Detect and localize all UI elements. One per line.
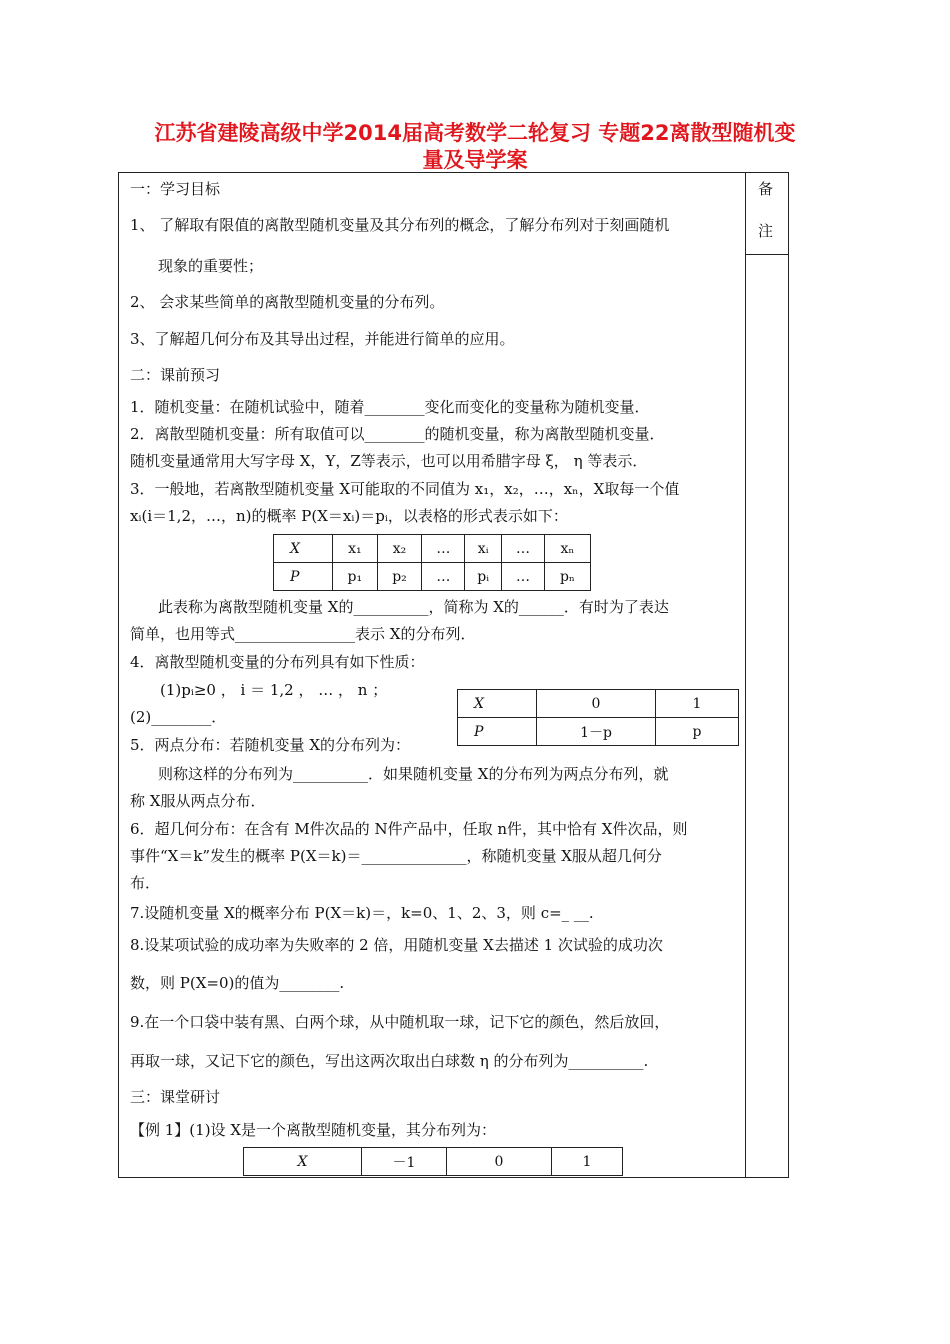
table-cell: … (501, 563, 544, 591)
example-1: 【例 1】(1)设 X是一个离散型随机变量，其分布列为： (130, 1121, 497, 1139)
preview-item-5-continued: 则称这样的分布列为__________．如果随机变量 X的分布列为两点分布列，就 (158, 765, 669, 783)
property-1: (1)pᵢ≥0 ， i ＝ 1,2 ， … ， n ； (160, 681, 388, 699)
table-cell: 1－p (537, 718, 656, 746)
table-cell: pₙ (544, 563, 590, 591)
table-cell: P (458, 718, 537, 746)
table-cell: X (244, 1148, 362, 1176)
table-cell: P (274, 563, 333, 591)
goal-1: 1、 了解取有限值的离散型随机变量及其分布列的概念，了解分布列对于刻画随机 (130, 216, 670, 234)
preview-item-6-end: 布． (130, 874, 161, 892)
table-row (458, 718, 739, 746)
table-row (458, 690, 739, 718)
section-heading-preview: 二：课前预习 (130, 366, 221, 384)
preview-item-4: 4．离散型随机变量的分布列具有如下性质： (130, 653, 425, 671)
preview-item-9-continued: 再取一球，又记下它的颜色，写出这两次取出白球数 η 的分布列为__________. (130, 1052, 649, 1070)
section-heading-goals: 一：学习目标 (130, 180, 221, 198)
general-distribution-table (273, 534, 591, 591)
table-cell: 1 (656, 690, 739, 718)
table-cell: x₂ (377, 535, 422, 563)
table-cell: p₂ (377, 563, 422, 591)
table-cell: p (656, 718, 739, 746)
table-cell: －1 (362, 1148, 447, 1176)
preview-item-8: 8.设某项试验的成功率为失败率的 2 倍，用随机变量 X去描述 1 次试验的成功次 (130, 936, 663, 954)
notes-header-char-2: 注 (758, 222, 774, 240)
table-cell: … (422, 563, 465, 591)
title-line-1: 江苏省建陵高级中学2014届高考数学二轮复习 专题22离散型随机变 (154, 121, 796, 145)
table-cell: 0 (537, 690, 656, 718)
preview-item-6-continued: 事件“X＝k”发生的概率 P(X＝k)＝______________，称随机变量 X服从超几何分 (130, 847, 662, 865)
table-row (244, 1148, 623, 1176)
goal-3: 3、了解超几何分布及其导出过程，并能进行简单的应用。 (130, 330, 515, 348)
preview-item-6: 6．超几何分布：在含有 M件次品的 N件产品中，任取 n件，其中恰有 X件次品，则 (130, 820, 688, 838)
goal-2: 2、 会求某些简单的离散型随机变量的分布列。 (130, 293, 445, 311)
two-point-distribution-table (457, 689, 739, 746)
table-cell: X (458, 690, 537, 718)
preview-item-8-continued: 数，则 P(X=0)的值为________. (130, 974, 345, 992)
notes-header-separator (746, 254, 789, 255)
table-cell: xᵢ (465, 535, 502, 563)
preview-item-1: 1．随机变量：在随机试验中，随着________变化而变化的变量称为随机变量． (130, 398, 650, 416)
document-title (125, 120, 825, 174)
table-row (274, 535, 591, 563)
preview-item-9: 9.在一个口袋中装有黑、白两个球，从中随机取一球，记下它的颜色，然后放回， (130, 1013, 670, 1031)
preview-item-5: 5．两点分布：若随机变量 X的分布列为： (130, 736, 410, 754)
table-cell: x₁ (333, 535, 378, 563)
preview-item-2-continued: 随机变量通常用大写字母 X，Y，Z等表示，也可以用希腊字母 ξ， η 等表示． (130, 452, 648, 470)
table-cell: 0 (447, 1148, 552, 1176)
preview-item-7: 7.设随机变量 X的概率分布 P(X＝k)＝，k=0、1、2、3，则 c=_ __. (130, 904, 594, 922)
title-line-2: 量及导学案 (422, 148, 528, 172)
property-2: (2)________． (130, 708, 227, 726)
table-cell: 1 (552, 1148, 623, 1176)
table-cell: X (274, 535, 333, 563)
notes-column-divider (745, 172, 746, 1178)
table-cell: p₁ (333, 563, 378, 591)
example-distribution-table (243, 1147, 623, 1176)
notes-header-char-1: 备 (758, 180, 774, 198)
section-heading-classroom: 三：课堂研讨 (130, 1088, 221, 1106)
table-row (274, 563, 591, 591)
table-cell: pᵢ (465, 563, 502, 591)
preview-item-3-note-continued: 简单，也用等式________________表示 X的分布列． (130, 625, 476, 643)
preview-item-3: 3．一般地，若离散型随机变量 X可能取的不同值为 x₁，x₂，…，xₙ，X取每一个值 (130, 480, 680, 498)
table-cell: … (501, 535, 544, 563)
preview-item-3-continued: xᵢ(i＝1,2，…，n)的概率 P(X＝xᵢ)＝pᵢ，以表格的形式表示如下： (130, 507, 568, 525)
preview-item-2: 2．离散型随机变量：所有取值可以________的随机变量，称为离散型随机变量． (130, 425, 665, 443)
preview-item-5-end: 称 X服从两点分布． (130, 792, 266, 810)
table-cell: … (422, 535, 465, 563)
preview-item-3-note: 此表称为离散型随机变量 X的__________，简称为 X的______．有时为了表达 (158, 598, 669, 616)
table-cell: xₙ (544, 535, 590, 563)
goal-1-continued: 现象的重要性； (158, 257, 264, 275)
